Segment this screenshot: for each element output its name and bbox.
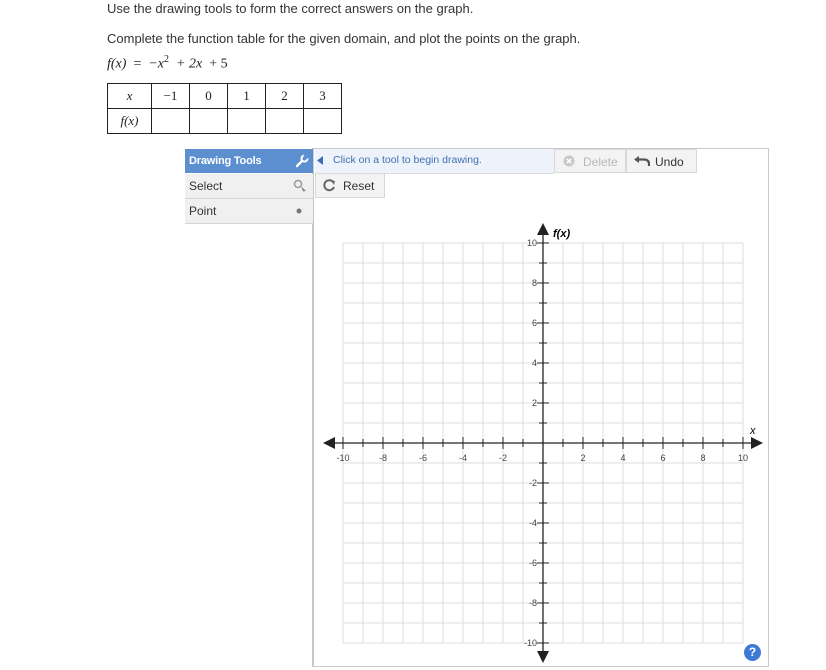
x-tick-label: -6 [418, 453, 428, 463]
x-tick-label: 10 [737, 453, 749, 463]
y-tick-label: -6 [528, 558, 537, 568]
y-tick-label: -2 [528, 478, 537, 488]
graph-axes [323, 223, 763, 663]
x-tick-label: 6 [660, 453, 666, 463]
domain-cell: −1 [152, 84, 190, 109]
y-tick-label: 10 [526, 238, 537, 248]
x-axis-arrow-right [751, 437, 763, 449]
domain-cell: 3 [304, 84, 342, 109]
function-lhs: f(x) [107, 56, 127, 72]
hint-text: Click on a tool to begin drawing. [333, 154, 482, 166]
drawing-tools-title: Drawing Tools [189, 155, 262, 167]
instruction-text: Use the drawing tools to form the correct answers on the graph. [107, 1, 474, 16]
x-tick-label: -4 [458, 453, 468, 463]
function-term2: + 2x [176, 56, 203, 72]
reset-label: Reset [343, 179, 375, 193]
y-tick-label: -10 [523, 638, 537, 648]
x-tick-label: 2 [580, 453, 586, 463]
x-tick-label: 4 [620, 453, 626, 463]
domain-cell: 2 [266, 84, 304, 109]
y-tick-label: 6 [531, 318, 537, 328]
y-tick-label: -4 [528, 518, 537, 528]
delete-label: Delete [583, 155, 618, 169]
function-term1: −x [148, 56, 165, 72]
x-axis-label: x [750, 425, 756, 437]
y-axis-label: f(x) [553, 228, 571, 240]
undo-label: Undo [655, 155, 684, 169]
tool-point-label: Point [189, 204, 217, 218]
y-tick-label: 8 [531, 278, 537, 288]
table-header-fx: f(x) [108, 109, 152, 134]
x-tick-label: 8 [700, 453, 706, 463]
x-tick-label: -2 [498, 453, 508, 463]
y-tick-label: 2 [531, 398, 537, 408]
x-tick-label: -8 [378, 453, 388, 463]
x-axis-arrow-left [323, 437, 335, 449]
x-tick-label: -10 [336, 453, 350, 463]
domain-cell: 1 [228, 84, 266, 109]
table-header-x: x [108, 84, 152, 109]
domain-cell: 0 [190, 84, 228, 109]
task-text: Complete the function table for the given domain, and plot the points on the graph. [107, 31, 581, 46]
y-tick-label: 4 [531, 358, 537, 368]
tool-select-label: Select [189, 179, 223, 193]
y-axis-arrow-up [537, 223, 549, 235]
y-axis-arrow-down [537, 651, 549, 663]
help-button[interactable]: ? [744, 644, 761, 661]
function-term3: + 5 [209, 56, 228, 72]
equals-sign: = [133, 56, 142, 72]
y-tick-label: -8 [528, 598, 537, 608]
function-exponent: 2 [164, 54, 170, 65]
